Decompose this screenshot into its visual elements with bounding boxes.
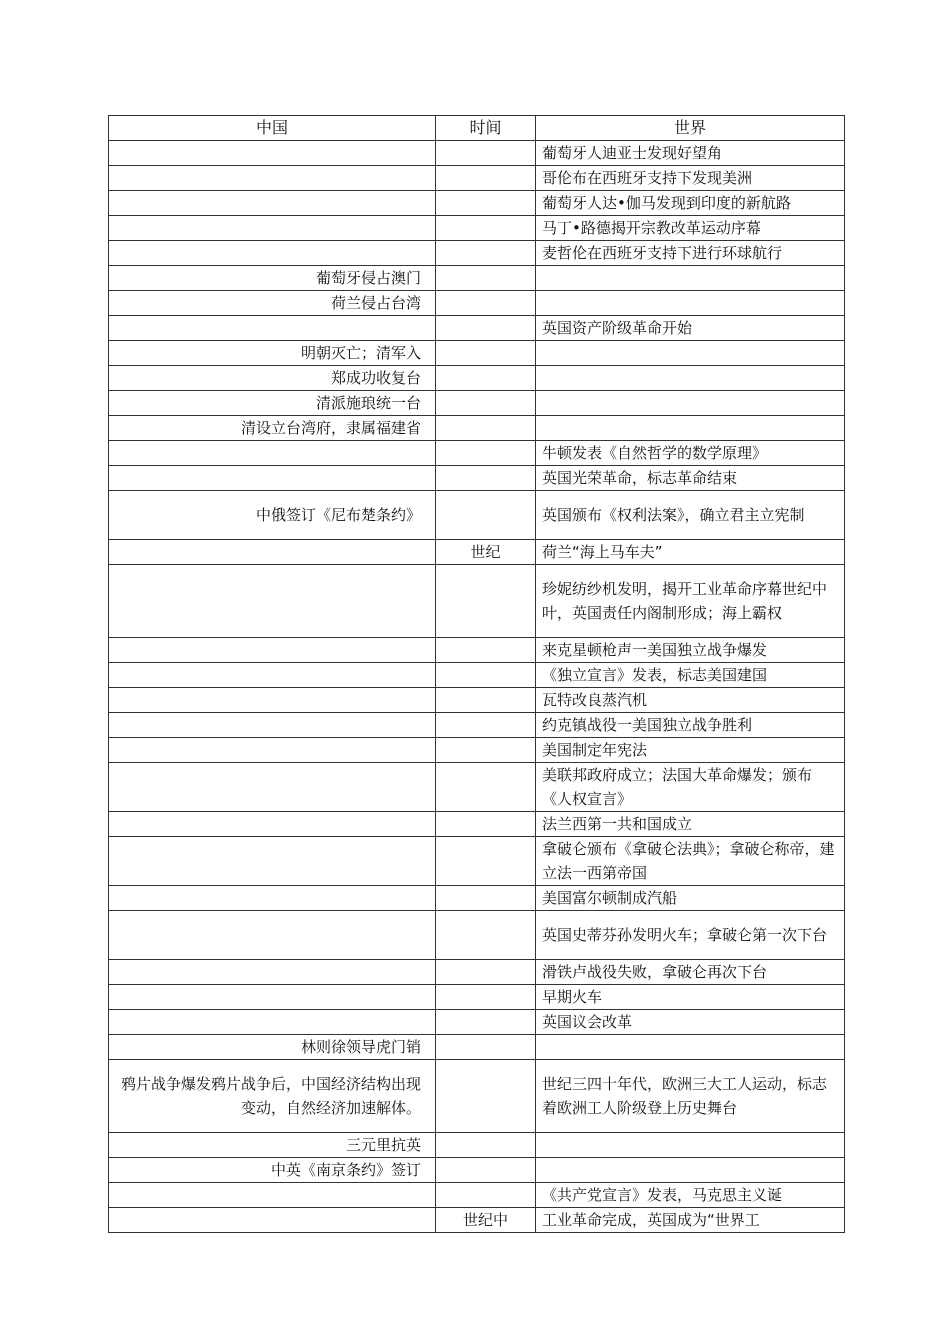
time-cell <box>436 291 536 316</box>
time-cell: 世纪中 <box>436 1208 536 1233</box>
table-row <box>109 763 845 812</box>
china-cell <box>109 1010 436 1035</box>
table-row <box>109 241 845 266</box>
china-cell <box>109 191 436 216</box>
time-cell <box>436 416 536 441</box>
china-cell <box>109 638 436 663</box>
world-cell <box>536 341 845 366</box>
world-cell: 葡萄牙人达•伽马发现到印度的新航路 <box>536 191 845 216</box>
world-cell: 美国制定年宪法 <box>536 738 845 763</box>
time-cell <box>436 141 536 166</box>
table-row <box>109 441 845 466</box>
china-cell <box>109 441 436 466</box>
world-cell: 瓦特改良蒸汽机 <box>536 688 845 713</box>
header-china: 中国 <box>109 116 436 141</box>
time-cell <box>436 441 536 466</box>
world-cell: 马丁•路德揭开宗教改革运动序幕 <box>536 216 845 241</box>
table-row <box>109 416 845 441</box>
china-cell <box>109 713 436 738</box>
world-cell: 美国富尔顿制成汽船 <box>536 886 845 911</box>
china-cell: 荷兰侵占台湾 <box>109 291 436 316</box>
china-cell <box>109 1183 436 1208</box>
china-cell: 郑成功收复台 <box>109 366 436 391</box>
world-cell: 英国资产阶级革命开始 <box>536 316 845 341</box>
world-cell: 《独立宣言》发表，标志美国建国 <box>536 663 845 688</box>
table-row <box>109 216 845 241</box>
time-cell <box>436 1133 536 1158</box>
time-cell <box>436 341 536 366</box>
table-row <box>109 191 845 216</box>
table-row <box>109 960 845 985</box>
china-cell <box>109 466 436 491</box>
world-cell: 滑铁卢战役失败，拿破仑再次下台 <box>536 960 845 985</box>
world-cell: 世纪三四十年代，欧洲三大工人运动，标志着欧洲工人阶级登上历史舞台 <box>536 1060 845 1133</box>
time-cell: 世纪 <box>436 540 536 565</box>
time-cell <box>436 1010 536 1035</box>
time-cell <box>436 960 536 985</box>
table-row <box>109 738 845 763</box>
time-cell <box>436 763 536 812</box>
table-row <box>109 1010 845 1035</box>
time-cell <box>436 316 536 341</box>
china-cell <box>109 241 436 266</box>
time-cell <box>436 812 536 837</box>
world-cell <box>536 416 845 441</box>
world-cell: 法兰西第一共和国成立 <box>536 812 845 837</box>
china-cell <box>109 565 436 638</box>
china-cell <box>109 540 436 565</box>
china-cell: 林则徐领导虎门销 <box>109 1035 436 1060</box>
world-cell: 美联邦政府成立；法国大革命爆发；颁布《人权宣言》 <box>536 763 845 812</box>
world-cell: 珍妮纺纱机发明，揭开工业革命序幕世纪中叶，英国责任内阁制形成；海上霸权 <box>536 565 845 638</box>
time-cell <box>436 191 536 216</box>
china-cell <box>109 688 436 713</box>
table-row <box>109 316 845 341</box>
world-cell <box>536 291 845 316</box>
world-cell: 英国议会改革 <box>536 1010 845 1035</box>
world-cell <box>536 391 845 416</box>
world-cell <box>536 1158 845 1183</box>
china-cell <box>109 316 436 341</box>
table-row <box>109 1060 845 1133</box>
china-cell: 三元里抗英 <box>109 1133 436 1158</box>
time-cell <box>436 1035 536 1060</box>
table-row <box>109 1208 845 1233</box>
table-row <box>109 911 845 960</box>
time-cell <box>436 1060 536 1133</box>
table-row <box>109 886 845 911</box>
table-row <box>109 688 845 713</box>
china-cell <box>109 837 436 886</box>
world-cell <box>536 1035 845 1060</box>
time-cell <box>436 837 536 886</box>
header-row <box>109 116 845 141</box>
china-cell: 明朝灭亡；清军入 <box>109 341 436 366</box>
china-cell <box>109 763 436 812</box>
time-cell <box>436 985 536 1010</box>
table-row <box>109 1035 845 1060</box>
china-cell <box>109 886 436 911</box>
world-cell: 早期火车 <box>536 985 845 1010</box>
world-cell: 葡萄牙人迪亚士发现好望角 <box>536 141 845 166</box>
time-cell <box>436 466 536 491</box>
world-cell <box>536 1133 845 1158</box>
header-world: 世界 <box>536 116 845 141</box>
table-row <box>109 540 845 565</box>
world-cell: 拿破仑颁布《拿破仑法典》；拿破仑称帝，建立法一西第帝国 <box>536 837 845 886</box>
time-cell <box>436 738 536 763</box>
table-body <box>109 141 845 1233</box>
table-row <box>109 166 845 191</box>
world-cell: 英国颁布《权利法案》，确立君主立宪制 <box>536 491 845 540</box>
china-cell <box>109 166 436 191</box>
time-cell <box>436 366 536 391</box>
china-cell <box>109 1208 436 1233</box>
time-cell <box>436 1183 536 1208</box>
china-cell: 中英《南京条约》签订 <box>109 1158 436 1183</box>
table-row <box>109 341 845 366</box>
table-row <box>109 291 845 316</box>
china-cell: 葡萄牙侵占澳门 <box>109 266 436 291</box>
table-row <box>109 837 845 886</box>
history-timeline-table <box>108 115 845 1233</box>
china-cell <box>109 663 436 688</box>
time-cell <box>436 241 536 266</box>
time-cell <box>436 266 536 291</box>
china-cell: 鸦片战争爆发鸦片战争后，中国经济结构出现变动，自然经济加速解体。 <box>109 1060 436 1133</box>
table-row <box>109 266 845 291</box>
world-cell: 工业革命完成，英国成为“世界工 <box>536 1208 845 1233</box>
china-cell: 清派施琅统一台 <box>109 391 436 416</box>
table-row <box>109 466 845 491</box>
china-cell <box>109 141 436 166</box>
header-time: 时间 <box>436 116 536 141</box>
table-row <box>109 663 845 688</box>
time-cell <box>436 491 536 540</box>
time-cell <box>436 1158 536 1183</box>
table-row <box>109 1133 845 1158</box>
world-cell: 荷兰“海上马车夫” <box>536 540 845 565</box>
time-cell <box>436 688 536 713</box>
china-cell: 中俄签订《尼布楚条约》 <box>109 491 436 540</box>
china-cell: 清设立台湾府，隶属福建省 <box>109 416 436 441</box>
time-cell <box>436 166 536 191</box>
china-cell <box>109 985 436 1010</box>
table-row <box>109 985 845 1010</box>
time-cell <box>436 638 536 663</box>
world-cell: 《共产党宣言》发表，马克思主义诞 <box>536 1183 845 1208</box>
table-row <box>109 366 845 391</box>
world-cell: 麦哲伦在西班牙支持下进行环球航行 <box>536 241 845 266</box>
china-cell <box>109 738 436 763</box>
table-row <box>109 812 845 837</box>
table-row <box>109 1183 845 1208</box>
table-row <box>109 1158 845 1183</box>
time-cell <box>436 713 536 738</box>
china-cell <box>109 812 436 837</box>
world-cell: 约克镇战役一美国独立战争胜利 <box>536 713 845 738</box>
world-cell: 英国史蒂芬孙发明火车；拿破仑第一次下台 <box>536 911 845 960</box>
time-cell <box>436 663 536 688</box>
time-cell <box>436 886 536 911</box>
china-cell <box>109 911 436 960</box>
world-cell: 哥伦布在西班牙支持下发现美洲 <box>536 166 845 191</box>
world-cell <box>536 366 845 391</box>
china-cell <box>109 216 436 241</box>
china-cell <box>109 960 436 985</box>
world-cell <box>536 266 845 291</box>
table-row <box>109 391 845 416</box>
time-cell <box>436 216 536 241</box>
time-cell <box>436 565 536 638</box>
time-cell <box>436 391 536 416</box>
time-cell <box>436 911 536 960</box>
world-cell: 英国光荣革命，标志革命结束 <box>536 466 845 491</box>
world-cell: 来克星顿枪声一美国独立战争爆发 <box>536 638 845 663</box>
table-row <box>109 141 845 166</box>
table-row <box>109 713 845 738</box>
world-cell: 牛顿发表《自然哲学的数学原理》 <box>536 441 845 466</box>
table-row <box>109 565 845 638</box>
table-row <box>109 638 845 663</box>
table-row <box>109 491 845 540</box>
